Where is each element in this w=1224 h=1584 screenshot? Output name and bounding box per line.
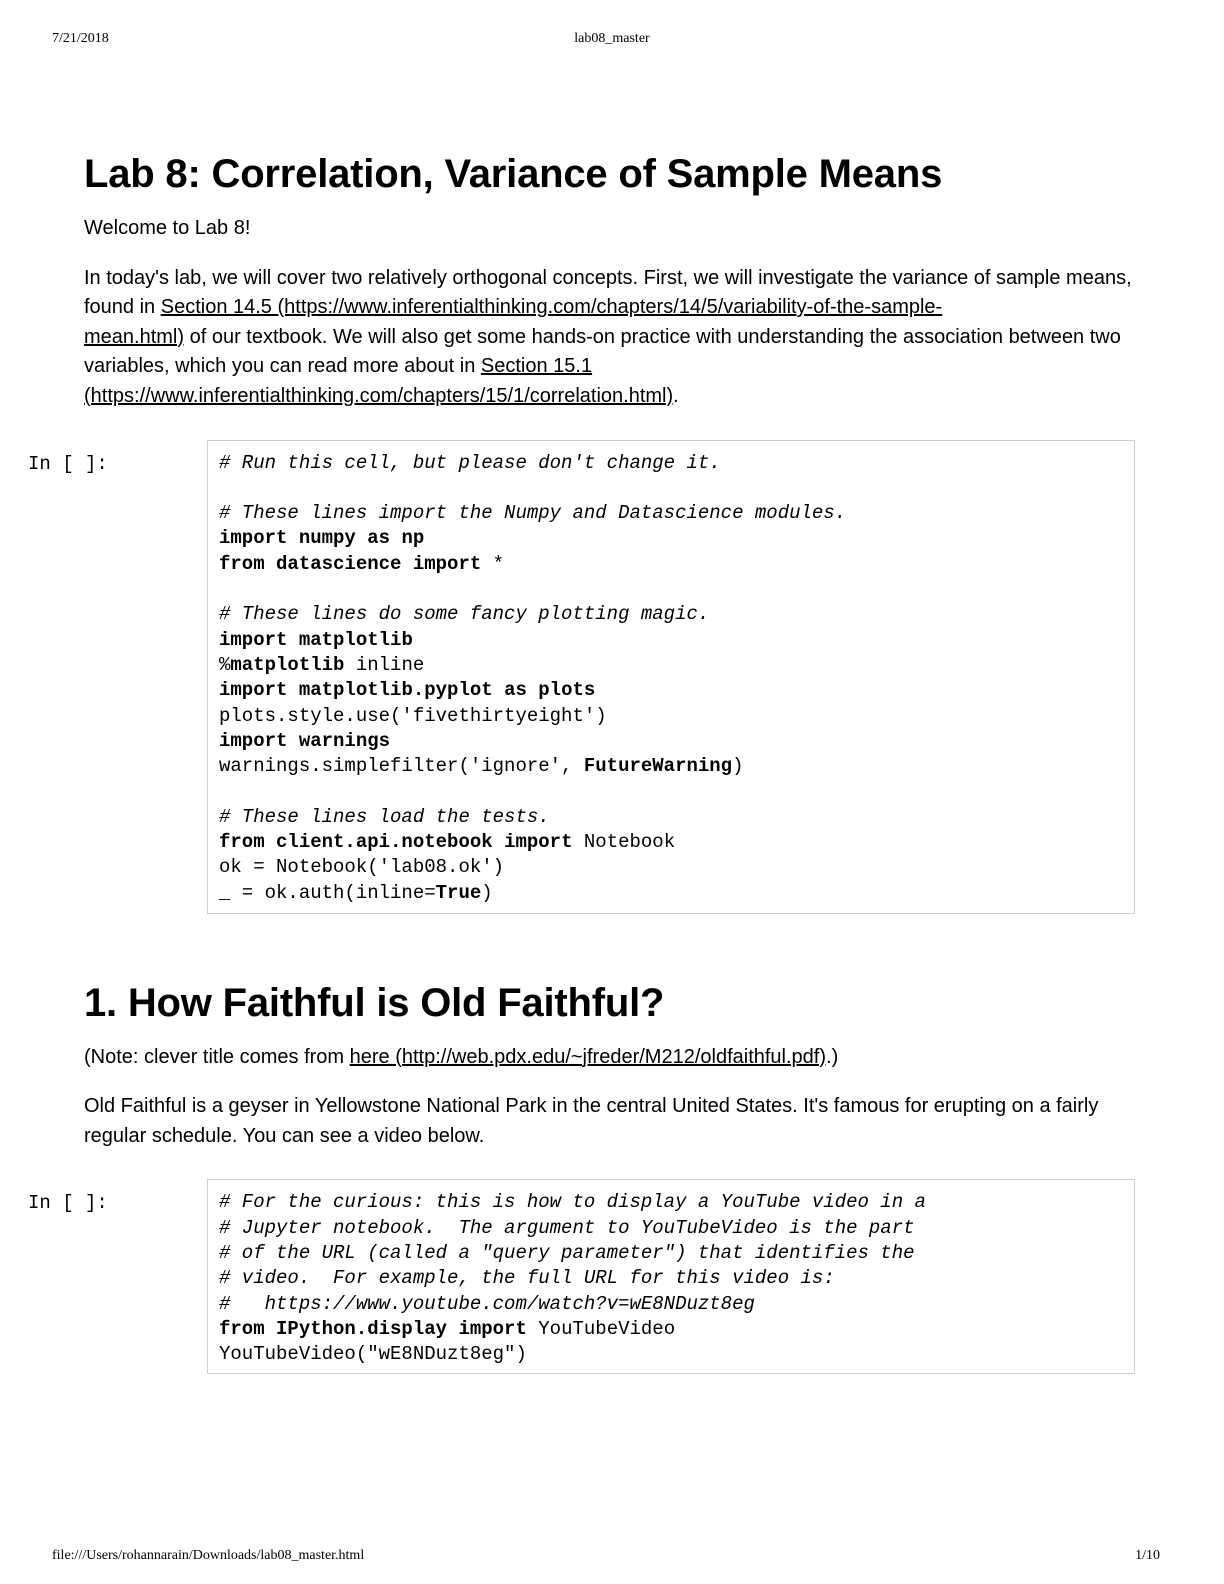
code-comment: # Jupyter notebook. The argument to YouTubeVideo is the part <box>219 1216 915 1239</box>
code-line: from datascience import * <box>219 552 505 575</box>
code-comment: # These lines load the tests. <box>219 805 550 828</box>
section-15-1-link[interactable]: Section 15.1 (https://www.inferentialthinking.com/chapters/15/1/correlation.html) <box>84 355 674 407</box>
code-line: ok = Notebook('lab08.ok') <box>219 856 505 879</box>
code-line: plots.style.use('fivethirtyeight') <box>219 704 607 727</box>
section-1-title: 1. How Faithful is Old Faithful? <box>84 980 665 1025</box>
code-comment: # Run this cell, but please don't change it. <box>219 451 721 474</box>
cell-prompt: In [ ]: <box>28 452 108 475</box>
code-line: %matplotlib inline <box>219 653 425 676</box>
code-comment: # https://www.youtube.com/watch?v=wE8NDuzt8eg <box>219 1292 755 1315</box>
code-comment: # For the curious: this is how to display a YouTube video in a <box>219 1191 926 1214</box>
code-line: import warnings <box>219 729 391 752</box>
code-comment: # These lines do some fancy plotting magic. <box>219 603 710 626</box>
code-comment: # of the URL (called a "query parameter") that identifies the <box>219 1241 915 1264</box>
code-line: from client.api.notebook import Notebook <box>219 831 676 854</box>
print-footer <box>0 1548 1224 1566</box>
note-paragraph: (Note: clever title comes from here (http://web.pdx.edu/~jfreder/M212/oldfaithful.pdf).) <box>84 1045 839 1068</box>
code-line: _ = ok.auth(inline=True) <box>219 881 493 904</box>
cell-prompt: In [ ]: <box>28 1192 108 1215</box>
intro-text-2: of our textbook. We will also get some hands-on practice with understanding the association between two variables, which you can read more about in <box>84 325 1121 378</box>
code-cell-setup <box>0 440 1140 915</box>
print-page-number: 1/10 <box>1135 1548 1160 1563</box>
code-line: warnings.simplefilter('ignore', FutureWarning) <box>219 755 744 778</box>
intro-text-1: In today's lab, we will cover two relatively orthogonal concepts. First, we will investigate the variance of sample means, found in <box>84 266 1132 319</box>
print-title: lab08_master <box>574 31 650 46</box>
intro-text-3: . <box>673 384 679 407</box>
section-14-5-link[interactable]: Section 14.5 (https://www.inferentialthinking.com/chapters/14/5/variability-of-the-sample- mean.html) <box>84 296 943 348</box>
old-faithful-pdf-link[interactable]: here (http://web.pdx.edu/~jfreder/M212/oldfaithful.pdf) <box>349 1045 827 1068</box>
old-faithful-description: Old Faithful is a geyser in Yellowstone National Park in the central United States. It's famous for erupting on a fairly regular schedule. You can see a video below. <box>84 1095 1099 1147</box>
code-comment: # video. For example, the full URL for this video is: <box>219 1267 835 1290</box>
print-header <box>0 31 1224 49</box>
code-line: from IPython.display import YouTubeVideo <box>219 1317 676 1340</box>
print-date: 7/21/2018 <box>52 31 109 46</box>
print-file-path: file:///Users/rohannarain/Downloads/lab08_master.html <box>52 1548 365 1563</box>
code-line: import matplotlib <box>219 628 413 651</box>
code-line: YouTubeVideo("wE8NDuzt8eg") <box>219 1343 527 1366</box>
code-input-area[interactable] <box>207 440 1135 914</box>
code-input-area[interactable] <box>207 1179 1135 1374</box>
code-line: import numpy as np <box>219 527 425 550</box>
intro-paragraph <box>84 264 1144 412</box>
code-comment: # These lines import the Numpy and Datascience modules. <box>219 502 847 525</box>
lab-title: Lab 8: Correlation, Variance of Sample Means <box>84 152 943 196</box>
welcome-text: Welcome to Lab 8! <box>84 217 251 239</box>
notebook-content <box>28 150 1144 1375</box>
code-cell-youtube <box>0 1179 1140 1375</box>
code-line: import matplotlib.pyplot as plots <box>219 679 596 702</box>
